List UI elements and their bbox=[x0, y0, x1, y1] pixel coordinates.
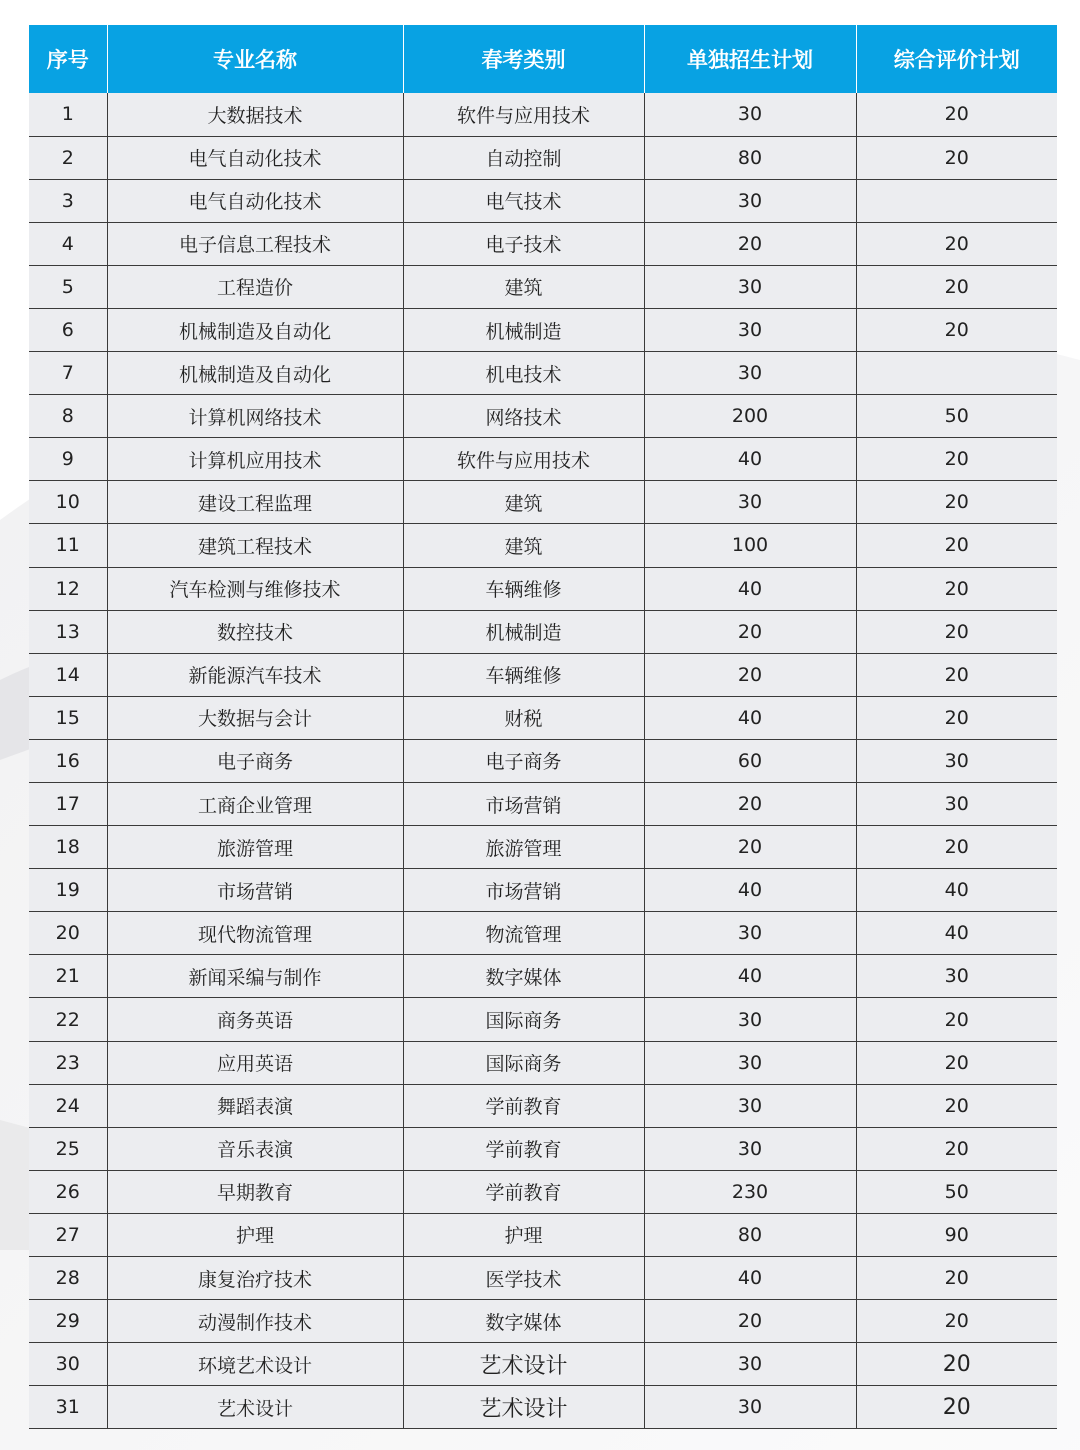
header-comprehensive-plan: 综合评价计划 bbox=[856, 25, 1057, 93]
table-row bbox=[29, 395, 1057, 438]
enrollment-plan-table bbox=[29, 25, 1057, 1429]
table-row bbox=[29, 265, 1057, 308]
cell-comprehensive-plan: 20 bbox=[856, 1041, 1057, 1084]
cell-index: 7 bbox=[29, 352, 107, 395]
table-row bbox=[29, 438, 1057, 481]
cell-independent-plan: 30 bbox=[644, 912, 856, 955]
cell-comprehensive-plan: 20 bbox=[856, 826, 1057, 869]
header-independent-plan: 单独招生计划 bbox=[644, 25, 856, 93]
cell-major-name: 建筑工程技术 bbox=[107, 524, 403, 567]
cell-exam-category: 网络技术 bbox=[403, 395, 644, 438]
cell-exam-category: 车辆维修 bbox=[403, 567, 644, 610]
cell-index: 17 bbox=[29, 783, 107, 826]
cell-index: 12 bbox=[29, 567, 107, 610]
cell-major-name: 机械制造及自动化 bbox=[107, 352, 403, 395]
cell-exam-category: 建筑 bbox=[403, 524, 644, 567]
cell-major-name: 大数据与会计 bbox=[107, 696, 403, 739]
cell-independent-plan: 200 bbox=[644, 395, 856, 438]
cell-index: 2 bbox=[29, 136, 107, 179]
cell-comprehensive-plan: 20 bbox=[856, 567, 1057, 610]
cell-major-name: 工程造价 bbox=[107, 265, 403, 308]
cell-exam-category: 机械制造 bbox=[403, 308, 644, 351]
cell-major-name: 音乐表演 bbox=[107, 1127, 403, 1170]
cell-independent-plan: 30 bbox=[644, 1084, 856, 1127]
cell-independent-plan: 30 bbox=[644, 1343, 856, 1386]
cell-independent-plan: 40 bbox=[644, 696, 856, 739]
cell-major-name: 计算机应用技术 bbox=[107, 438, 403, 481]
cell-major-name: 旅游管理 bbox=[107, 826, 403, 869]
cell-major-name: 新闻采编与制作 bbox=[107, 955, 403, 998]
cell-comprehensive-plan bbox=[856, 352, 1057, 395]
cell-comprehensive-plan: 20 bbox=[856, 136, 1057, 179]
cell-exam-category: 软件与应用技术 bbox=[403, 93, 644, 136]
cell-independent-plan: 30 bbox=[644, 481, 856, 524]
cell-major-name: 电子商务 bbox=[107, 739, 403, 782]
cell-independent-plan: 30 bbox=[644, 1127, 856, 1170]
cell-comprehensive-plan: 20 bbox=[856, 998, 1057, 1041]
cell-major-name: 动漫制作技术 bbox=[107, 1300, 403, 1343]
table-row bbox=[29, 308, 1057, 351]
table-row bbox=[29, 696, 1057, 739]
cell-independent-plan: 30 bbox=[644, 1386, 856, 1429]
cell-major-name: 汽车检测与维修技术 bbox=[107, 567, 403, 610]
table-row bbox=[29, 222, 1057, 265]
cell-independent-plan: 60 bbox=[644, 739, 856, 782]
cell-exam-category: 艺术设计 bbox=[403, 1386, 644, 1429]
cell-independent-plan: 40 bbox=[644, 1257, 856, 1300]
header-index: 序号 bbox=[29, 25, 107, 93]
cell-index: 22 bbox=[29, 998, 107, 1041]
cell-comprehensive-plan: 20 bbox=[856, 1084, 1057, 1127]
table-row bbox=[29, 998, 1057, 1041]
cell-major-name: 环境艺术设计 bbox=[107, 1343, 403, 1386]
cell-independent-plan: 30 bbox=[644, 265, 856, 308]
cell-major-name: 电气自动化技术 bbox=[107, 179, 403, 222]
table-row bbox=[29, 1213, 1057, 1256]
cell-exam-category: 电子商务 bbox=[403, 739, 644, 782]
table-row bbox=[29, 524, 1057, 567]
cell-independent-plan: 20 bbox=[644, 653, 856, 696]
cell-major-name: 计算机网络技术 bbox=[107, 395, 403, 438]
cell-independent-plan: 30 bbox=[644, 308, 856, 351]
cell-major-name: 应用英语 bbox=[107, 1041, 403, 1084]
cell-independent-plan: 80 bbox=[644, 136, 856, 179]
cell-index: 19 bbox=[29, 869, 107, 912]
header-exam-category: 春考类别 bbox=[403, 25, 644, 93]
cell-comprehensive-plan: 20 bbox=[856, 481, 1057, 524]
cell-exam-category: 市场营销 bbox=[403, 783, 644, 826]
cell-index: 14 bbox=[29, 653, 107, 696]
cell-index: 29 bbox=[29, 1300, 107, 1343]
table-row bbox=[29, 826, 1057, 869]
cell-major-name: 机械制造及自动化 bbox=[107, 308, 403, 351]
cell-major-name: 现代物流管理 bbox=[107, 912, 403, 955]
cell-comprehensive-plan: 50 bbox=[856, 1170, 1057, 1213]
table-row bbox=[29, 869, 1057, 912]
cell-independent-plan: 230 bbox=[644, 1170, 856, 1213]
cell-index: 13 bbox=[29, 610, 107, 653]
cell-index: 24 bbox=[29, 1084, 107, 1127]
cell-major-name: 商务英语 bbox=[107, 998, 403, 1041]
cell-major-name: 数控技术 bbox=[107, 610, 403, 653]
cell-major-name: 电气自动化技术 bbox=[107, 136, 403, 179]
cell-exam-category: 建筑 bbox=[403, 265, 644, 308]
table-row bbox=[29, 136, 1057, 179]
cell-exam-category: 车辆维修 bbox=[403, 653, 644, 696]
cell-major-name: 电子信息工程技术 bbox=[107, 222, 403, 265]
table-row bbox=[29, 1084, 1057, 1127]
cell-comprehensive-plan: 20 bbox=[856, 1386, 1057, 1429]
cell-exam-category: 建筑 bbox=[403, 481, 644, 524]
table-row bbox=[29, 179, 1057, 222]
table-row bbox=[29, 610, 1057, 653]
cell-independent-plan: 20 bbox=[644, 610, 856, 653]
cell-comprehensive-plan: 40 bbox=[856, 869, 1057, 912]
cell-exam-category: 机电技术 bbox=[403, 352, 644, 395]
cell-independent-plan: 30 bbox=[644, 998, 856, 1041]
table-row bbox=[29, 1257, 1057, 1300]
table-row bbox=[29, 567, 1057, 610]
cell-independent-plan: 100 bbox=[644, 524, 856, 567]
cell-comprehensive-plan: 20 bbox=[856, 696, 1057, 739]
cell-major-name: 早期教育 bbox=[107, 1170, 403, 1213]
cell-comprehensive-plan: 30 bbox=[856, 739, 1057, 782]
cell-independent-plan: 40 bbox=[644, 567, 856, 610]
cell-independent-plan: 30 bbox=[644, 352, 856, 395]
cell-comprehensive-plan: 20 bbox=[856, 1127, 1057, 1170]
cell-comprehensive-plan: 50 bbox=[856, 395, 1057, 438]
cell-exam-category: 机械制造 bbox=[403, 610, 644, 653]
cell-independent-plan: 40 bbox=[644, 438, 856, 481]
table-row bbox=[29, 1386, 1057, 1429]
cell-index: 4 bbox=[29, 222, 107, 265]
table-row bbox=[29, 783, 1057, 826]
table-row bbox=[29, 1127, 1057, 1170]
cell-exam-category: 数字媒体 bbox=[403, 955, 644, 998]
cell-major-name: 护理 bbox=[107, 1213, 403, 1256]
cell-index: 23 bbox=[29, 1041, 107, 1084]
cell-major-name: 艺术设计 bbox=[107, 1386, 403, 1429]
cell-comprehensive-plan: 90 bbox=[856, 1213, 1057, 1256]
table-row bbox=[29, 739, 1057, 782]
cell-comprehensive-plan: 20 bbox=[856, 438, 1057, 481]
cell-independent-plan: 30 bbox=[644, 179, 856, 222]
header-major-name: 专业名称 bbox=[107, 25, 403, 93]
cell-major-name: 新能源汽车技术 bbox=[107, 653, 403, 696]
cell-comprehensive-plan: 20 bbox=[856, 93, 1057, 136]
cell-index: 27 bbox=[29, 1213, 107, 1256]
cell-comprehensive-plan: 20 bbox=[856, 610, 1057, 653]
cell-exam-category: 国际商务 bbox=[403, 1041, 644, 1084]
cell-exam-category: 物流管理 bbox=[403, 912, 644, 955]
cell-independent-plan: 20 bbox=[644, 222, 856, 265]
cell-exam-category: 学前教育 bbox=[403, 1170, 644, 1213]
cell-major-name: 康复治疗技术 bbox=[107, 1257, 403, 1300]
cell-comprehensive-plan: 30 bbox=[856, 783, 1057, 826]
cell-comprehensive-plan: 20 bbox=[856, 1300, 1057, 1343]
cell-index: 18 bbox=[29, 826, 107, 869]
cell-exam-category: 学前教育 bbox=[403, 1084, 644, 1127]
cell-index: 16 bbox=[29, 739, 107, 782]
cell-major-name: 工商企业管理 bbox=[107, 783, 403, 826]
table-row bbox=[29, 1170, 1057, 1213]
cell-independent-plan: 20 bbox=[644, 1300, 856, 1343]
cell-independent-plan: 80 bbox=[644, 1213, 856, 1256]
cell-independent-plan: 40 bbox=[644, 955, 856, 998]
cell-index: 20 bbox=[29, 912, 107, 955]
cell-exam-category: 护理 bbox=[403, 1213, 644, 1256]
table-row bbox=[29, 1300, 1057, 1343]
cell-independent-plan: 30 bbox=[644, 1041, 856, 1084]
cell-index: 25 bbox=[29, 1127, 107, 1170]
cell-index: 10 bbox=[29, 481, 107, 524]
table-row bbox=[29, 653, 1057, 696]
cell-comprehensive-plan: 20 bbox=[856, 653, 1057, 696]
cell-comprehensive-plan: 20 bbox=[856, 222, 1057, 265]
table-header-row bbox=[29, 25, 1057, 93]
cell-major-name: 舞蹈表演 bbox=[107, 1084, 403, 1127]
table-row bbox=[29, 912, 1057, 955]
cell-comprehensive-plan bbox=[856, 179, 1057, 222]
cell-exam-category: 软件与应用技术 bbox=[403, 438, 644, 481]
cell-index: 11 bbox=[29, 524, 107, 567]
cell-comprehensive-plan: 20 bbox=[856, 265, 1057, 308]
cell-exam-category: 旅游管理 bbox=[403, 826, 644, 869]
cell-comprehensive-plan: 20 bbox=[856, 1257, 1057, 1300]
cell-exam-category: 自动控制 bbox=[403, 136, 644, 179]
table-row bbox=[29, 352, 1057, 395]
cell-exam-category: 医学技术 bbox=[403, 1257, 644, 1300]
cell-comprehensive-plan: 20 bbox=[856, 524, 1057, 567]
cell-index: 8 bbox=[29, 395, 107, 438]
cell-index: 21 bbox=[29, 955, 107, 998]
cell-comprehensive-plan: 20 bbox=[856, 1343, 1057, 1386]
cell-index: 28 bbox=[29, 1257, 107, 1300]
cell-exam-category: 数字媒体 bbox=[403, 1300, 644, 1343]
table-row bbox=[29, 93, 1057, 136]
cell-index: 26 bbox=[29, 1170, 107, 1213]
cell-independent-plan: 30 bbox=[644, 93, 856, 136]
cell-comprehensive-plan: 30 bbox=[856, 955, 1057, 998]
cell-exam-category: 电气技术 bbox=[403, 179, 644, 222]
cell-comprehensive-plan: 40 bbox=[856, 912, 1057, 955]
cell-index: 1 bbox=[29, 93, 107, 136]
table-row bbox=[29, 481, 1057, 524]
cell-independent-plan: 20 bbox=[644, 783, 856, 826]
cell-major-name: 大数据技术 bbox=[107, 93, 403, 136]
cell-index: 6 bbox=[29, 308, 107, 351]
cell-index: 31 bbox=[29, 1386, 107, 1429]
cell-comprehensive-plan: 20 bbox=[856, 308, 1057, 351]
table-row bbox=[29, 955, 1057, 998]
cell-exam-category: 艺术设计 bbox=[403, 1343, 644, 1386]
cell-index: 30 bbox=[29, 1343, 107, 1386]
cell-major-name: 建设工程监理 bbox=[107, 481, 403, 524]
cell-index: 5 bbox=[29, 265, 107, 308]
cell-independent-plan: 40 bbox=[644, 869, 856, 912]
cell-independent-plan: 20 bbox=[644, 826, 856, 869]
cell-exam-category: 学前教育 bbox=[403, 1127, 644, 1170]
cell-index: 9 bbox=[29, 438, 107, 481]
cell-index: 3 bbox=[29, 179, 107, 222]
cell-major-name: 市场营销 bbox=[107, 869, 403, 912]
cell-exam-category: 电子技术 bbox=[403, 222, 644, 265]
cell-exam-category: 市场营销 bbox=[403, 869, 644, 912]
table-row bbox=[29, 1041, 1057, 1084]
cell-exam-category: 国际商务 bbox=[403, 998, 644, 1041]
cell-exam-category: 财税 bbox=[403, 696, 644, 739]
table-row bbox=[29, 1343, 1057, 1386]
cell-index: 15 bbox=[29, 696, 107, 739]
